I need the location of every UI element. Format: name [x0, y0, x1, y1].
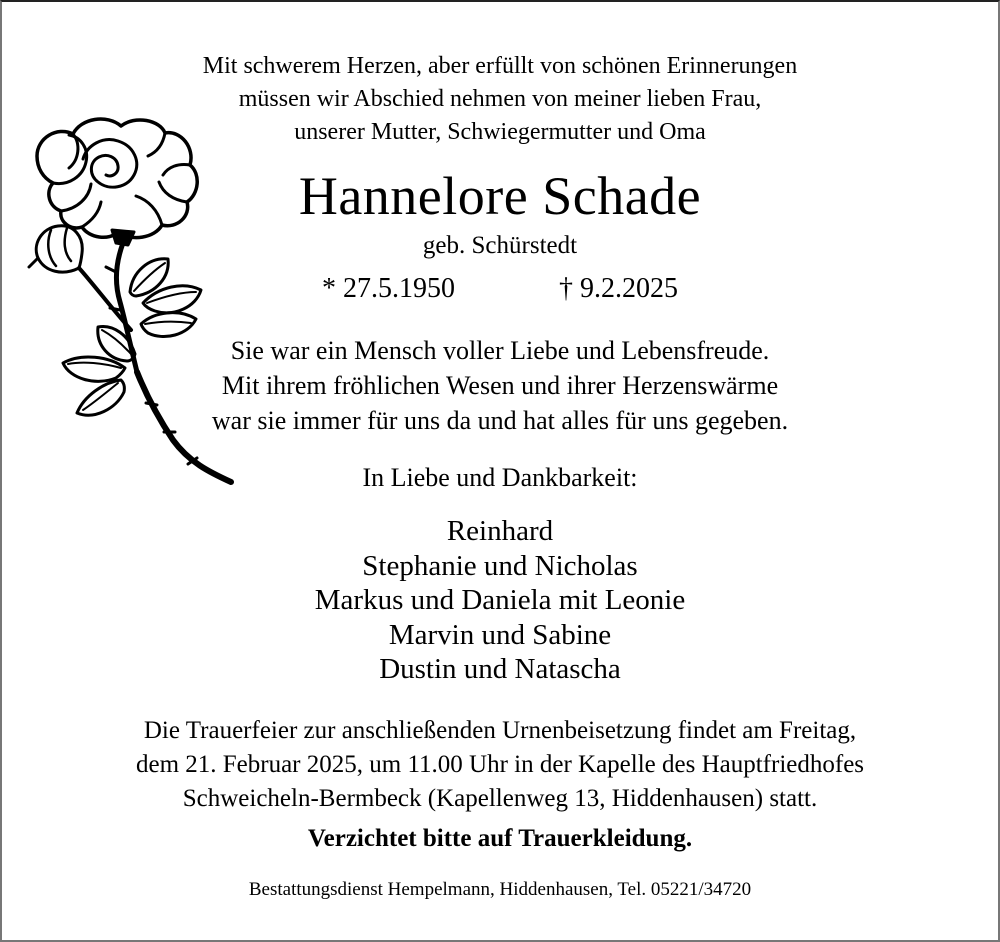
- intro-line-3: unserer Mutter, Schwiegermutter und Oma: [294, 119, 706, 145]
- funeral-line-2: dem 21. Februar 2025, um 11.00 Uhr in der Kapelle des Hauptfriedhofes: [135, 751, 865, 778]
- mourners-list: [2, 514, 998, 687]
- life-dates: [2, 273, 998, 305]
- farewell-line: In Liebe und Dankbarkeit:: [362, 463, 638, 492]
- death-date: † 9.2.2025: [559, 273, 678, 304]
- mourner: Marvin und Sabine: [388, 618, 612, 651]
- maiden-name: geb. Schürstedt: [422, 232, 578, 259]
- funeral-line-3: Schweicheln-Bermbeck (Kapellenweg 13, Hiddenhausen) statt.: [182, 785, 818, 812]
- intro-text: [2, 50, 998, 149]
- mourner: Dustin und Natascha: [379, 653, 621, 685]
- deceased-name: Hannelore Schade: [298, 166, 702, 226]
- tribute-text: [2, 333, 998, 438]
- tribute-line-3: war sie immer für uns da und hat alles für uns gegeben.: [211, 406, 789, 435]
- intro-line-2: müssen wir Abschied nehmen von meiner lieben Frau,: [238, 86, 762, 112]
- mourner: Stephanie und Nicholas: [362, 549, 638, 582]
- birth-date: * 27.5.1950: [322, 273, 455, 304]
- intro-line-1: Mit schwerem Herzen, aber erfüllt von schönen Erinnerungen: [202, 53, 798, 79]
- funeral-info: [2, 714, 998, 816]
- dress-code-note: Verzichtet bitte auf Trauerkleidung.: [307, 825, 693, 852]
- tribute-line-1: Sie war ein Mensch voller Liebe und Lebensfreude.: [230, 336, 770, 365]
- tribute-line-2: Mit ihrem fröhlichen Wesen und ihrer Herzenswärme: [221, 371, 779, 400]
- mourner: Markus und Daniela mit Leonie: [314, 584, 686, 616]
- funeral-home-line: Bestattungsdienst Hempelmann, Hiddenhausen, Tel. 05221/34720: [248, 879, 752, 900]
- funeral-line-1: Die Trauerfeier zur anschließenden Urnenbeisetzung findet am Freitag,: [143, 717, 857, 744]
- mourner: Reinhard: [446, 515, 554, 547]
